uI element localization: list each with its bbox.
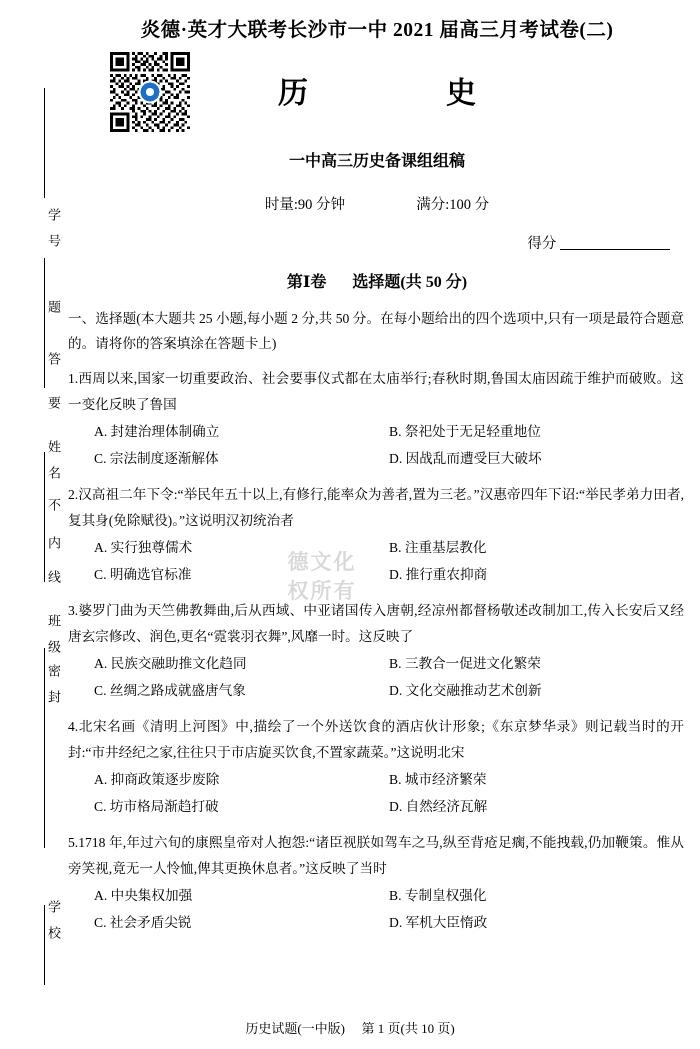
option-c[interactable]: C. 明确选官标准 — [94, 567, 192, 583]
question-stem — [68, 598, 684, 650]
score-label: 得分 — [527, 236, 557, 252]
exam-meta-line — [66, 193, 688, 214]
subject-title: 历 史 — [278, 77, 502, 110]
score-line — [66, 232, 688, 253]
option-b[interactable]: B. 祭祀处于无足轻重地位 — [389, 423, 541, 439]
qr-code-icon — [110, 52, 190, 132]
question-item — [66, 830, 688, 936]
question-number: 3. — [68, 603, 79, 619]
option-row — [68, 677, 684, 704]
margin-label-question: 题 — [46, 300, 61, 313]
option-c[interactable]: C. 宗法制度逐渐解体 — [94, 451, 219, 467]
time-label: 时量:90 分钟 — [264, 197, 345, 213]
option-b[interactable]: B. 三教合一促进文化繁荣 — [389, 656, 541, 671]
page-title: 炎德·英才大联考长沙市一中 2021 届高三月考试卷(二) — [140, 20, 614, 41]
margin-rule-2 — [44, 258, 45, 388]
option-c[interactable]: C. 丝绸之路成就盛唐气象 — [94, 683, 246, 699]
option-a[interactable]: A. 抑商政策逐步废除 — [94, 772, 220, 788]
option-d[interactable]: D. 因战乱而遭受巨大破坏 — [389, 451, 542, 467]
watermark-line-1: 德文化 — [287, 550, 357, 574]
question-number: 4. — [68, 719, 79, 735]
watermark-line-2: 权所有 — [287, 579, 357, 604]
option-d[interactable]: D. 自然经济瓦解 — [389, 799, 488, 815]
question-text: 西周以来,国家一切重要政治、社会要事仪式都在太庙举行;春秋时期,鲁国太庙因疏于维护而破败。这一变化反映了鲁国 — [68, 371, 684, 413]
option-row — [68, 766, 684, 793]
option-d[interactable]: D. 推行重农抑商 — [389, 567, 488, 583]
section-heading-type: 选择题(共 50 分) — [352, 274, 468, 291]
question-text: 婆罗门曲为天竺佛教舞曲,后从西域、中亚诸国传入唐朝,经凉州都督杨敬述改制加工,传入长安后又经唐玄宗修改、润色,更名“霓裳羽衣舞”,风靡一时。这反映了 — [68, 603, 684, 645]
option-b[interactable]: B. 专制皇权强化 — [389, 888, 487, 904]
option-c[interactable]: C. 社会矛盾尖锐 — [94, 915, 192, 931]
document-content — [66, 0, 688, 1049]
question-item — [66, 482, 688, 588]
full-marks-label: 满分:100 分 — [416, 197, 490, 213]
footer-title: 历史试题(一中版) — [245, 1021, 345, 1036]
option-c[interactable]: C. 坊市格局渐趋打破 — [94, 799, 219, 815]
subject-row — [66, 48, 688, 136]
question-number: 1. — [68, 371, 79, 387]
left-margin-strip — [0, 0, 62, 1049]
option-row — [68, 909, 684, 936]
section-instructions: 一、选择题(本大题共 25 小题,每小题 2 分,共 50 分。在每小题给出的四个选项中,只有一项是最符合题意的。请将你的答案填涂在答题卡上) — [68, 311, 684, 352]
option-row — [68, 650, 684, 677]
option-row — [68, 793, 684, 820]
question-item — [66, 366, 688, 472]
option-row — [68, 445, 684, 472]
option-row — [68, 882, 684, 909]
margin-label-name: 姓 名 — [46, 440, 61, 479]
section-heading-volume: 第Ⅰ卷 — [286, 274, 327, 291]
page-footer — [0, 1018, 700, 1037]
option-row — [68, 534, 684, 561]
margin-label-line: 线 — [46, 570, 61, 583]
margin-label-class: 班 级 — [46, 614, 61, 653]
footer-page-number: 第 1 页(共 10 页) — [361, 1021, 455, 1036]
margin-label-not: 不 — [46, 498, 61, 511]
score-blank-field[interactable] — [560, 235, 670, 250]
question-number: 5. — [68, 835, 79, 851]
option-row — [68, 561, 684, 588]
question-text: 北宋名画《清明上河图》中,描绘了一个外送饮食的酒店伙计形象;《东京梦华录》则记载当时的开封:“市井经纪之家,往往只于市店旋买饮食,不置家蔬菜。”这说明北宋 — [68, 719, 684, 761]
option-a[interactable]: A. 封建治理体制确立 — [94, 423, 220, 439]
section-heading — [66, 269, 688, 292]
margin-label-student-id: 学 号 — [46, 208, 61, 247]
option-row — [68, 418, 684, 445]
question-text: 汉高祖二年下令:“举民年五十以上,有修行,能率众为善者,置为三老。”汉惠帝四年下诏:“举民孝弟力田者,复其身(免除赋役)。”这说明汉初统治者 — [68, 487, 684, 529]
margin-label-sealed: 密 封 — [46, 664, 61, 703]
question-stem — [68, 830, 684, 882]
margin-label-school: 学 校 — [46, 900, 61, 939]
option-a[interactable]: A. 中央集权加强 — [94, 888, 193, 904]
option-a[interactable]: A. 实行独尊儒术 — [94, 539, 193, 555]
margin-label-answer: 答 — [46, 352, 61, 365]
margin-rule-1 — [44, 88, 45, 198]
option-b[interactable]: B. 注重基层教化 — [389, 539, 487, 555]
question-number: 2. — [68, 487, 79, 503]
option-b[interactable]: B. 城市经济繁荣 — [389, 772, 487, 788]
question-stem — [68, 482, 684, 534]
question-stem — [68, 714, 684, 766]
margin-label-must: 要 — [46, 396, 61, 409]
question-item — [66, 714, 688, 820]
organization-line: 一中高三历史备课组组稿 — [288, 153, 465, 170]
margin-label-inside: 内 — [46, 536, 61, 549]
option-a[interactable]: A. 民族交融助推文化趋同 — [94, 656, 247, 671]
question-text: 1718 年,年过六旬的康熙皇帝对人抱怨:“诸臣视朕如驾车之马,纵至背疮足瘸,不能拽载,仍加鞭策。惟从旁笑视,竟无一人怜恤,俾其更换休息者。”这反映了当时 — [68, 835, 684, 877]
option-d[interactable]: D. 文化交融推动艺术创新 — [389, 683, 542, 699]
option-d[interactable]: D. 军机大臣惰政 — [389, 915, 488, 931]
question-stem — [68, 366, 684, 418]
question-item — [66, 598, 688, 704]
